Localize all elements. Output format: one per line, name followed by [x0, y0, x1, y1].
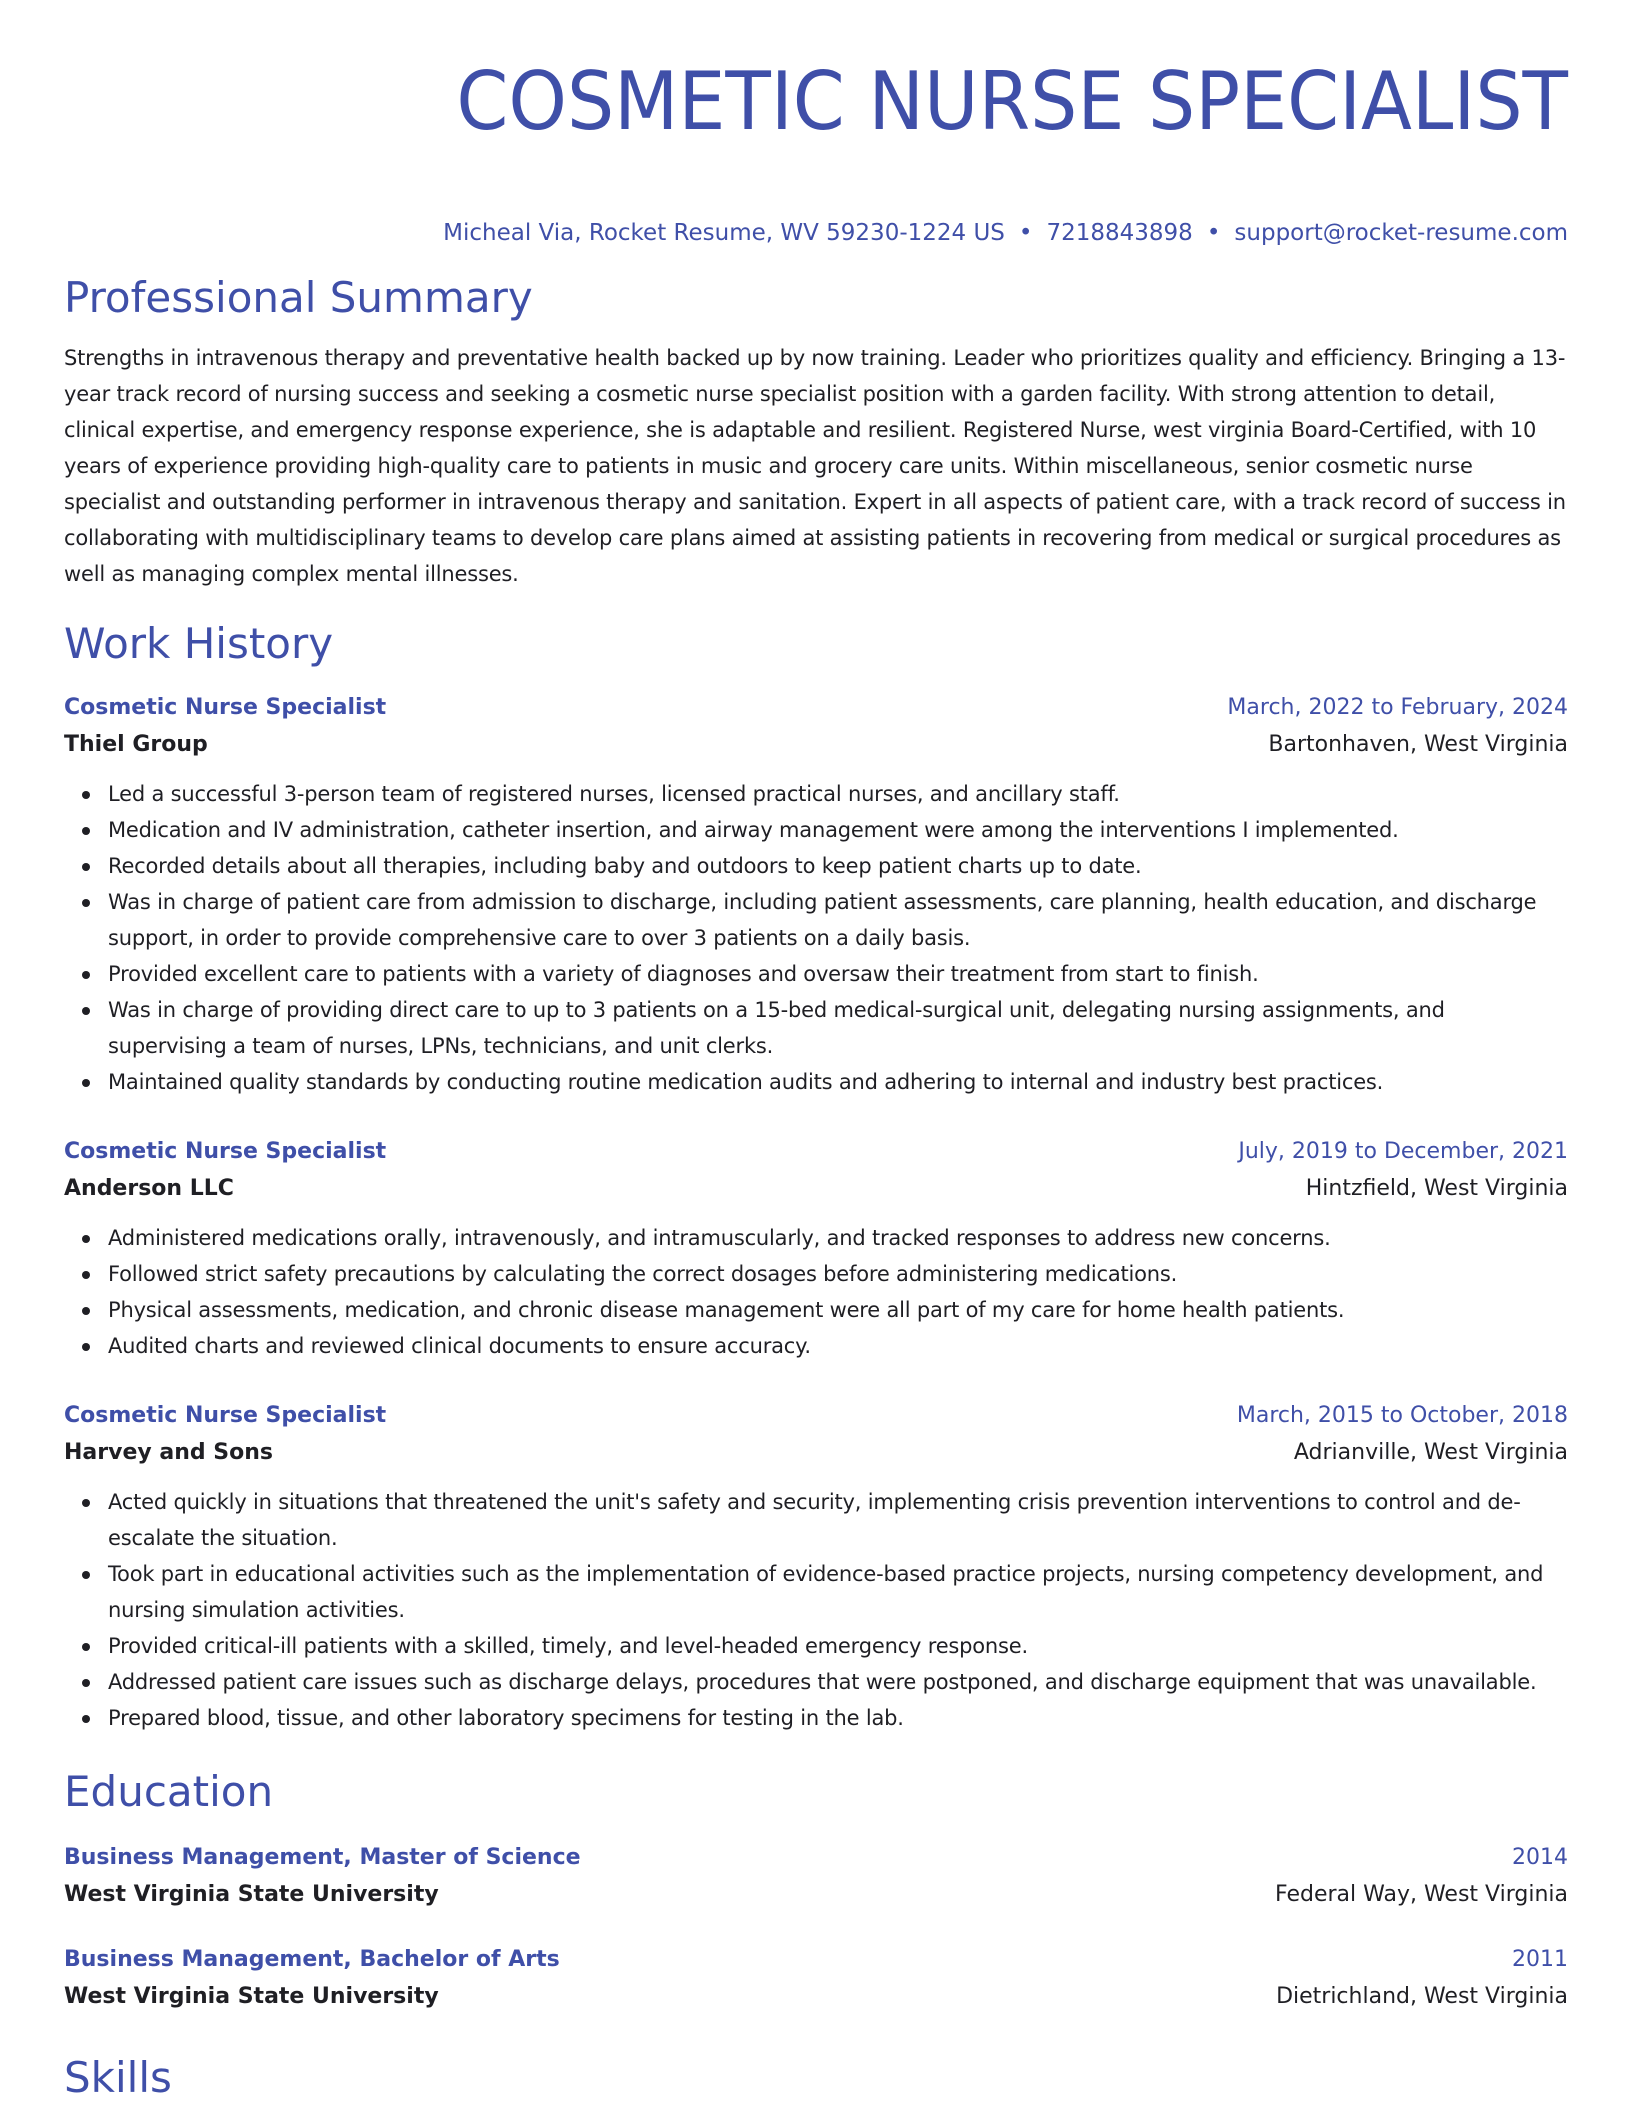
job-dates: March, 2015 to October, 2018 [1236, 1403, 1568, 1428]
job-location: Bartonhaven, West Virginia [1268, 732, 1568, 757]
job-bullet: Led a successful 3-person team of registered nurses, licensed practical nurses, and ancillary staff. [108, 776, 1568, 812]
summary-text: Strengths in intravenous therapy and preventative health backed up by now training. Leader who prioritizes quality and efficiency. Bringing a 13-year track record of nursing success and seeking a cosmetic nurse specialist position with a garden facility. With strong attention to detail, clinical expertise, and emergency response experience, she is adaptable and resilient. Registered Nurse, west virginia Board-Certified, with 10 years of experience providing high-quality care to patients in music and grocery care units. Within miscellaneous, senior cosmetic nurse specialist and outstanding performer in intravenous therapy and sanitation. Expert in all aspects of patient care, with a track record of success in collaborating with multidisciplinary teams to develop care plans aimed at assisting patients in recovering from medical or surgical procedures as well as managing complex mental illnesses. [64, 346, 1566, 586]
education-year: 2014 [1512, 1845, 1568, 1870]
job-entry [64, 690, 1568, 1100]
section-heading-skills: Skills [64, 2053, 172, 2102]
job-bullet: Medication and IV administration, catheter insertion, and airway management were among the interventions I implemented. [108, 812, 1568, 848]
job-title: Cosmetic Nurse Specialist [64, 1139, 387, 1164]
job-bullet: Was in charge of patient care from admission to discharge, including patient assessments, care planning, health education, and discharge support, in order to provide comprehensive care to over 3 patients on a daily basis. [108, 884, 1568, 956]
job-entry [64, 1398, 1568, 1736]
education-degree: Business Management, Bachelor of Arts [64, 1947, 560, 1972]
job-company: Harvey and Sons [64, 1440, 273, 1465]
section-heading-summary: Professional Summary [64, 273, 533, 322]
job-bullet: Audited charts and reviewed clinical documents to ensure accuracy. [108, 1328, 1568, 1364]
education-entry [64, 1840, 1568, 1914]
job-title: Cosmetic Nurse Specialist [64, 695, 387, 720]
job-bullet: Followed strict safety precautions by calculating the correct dosages before administering medications. [108, 1256, 1568, 1292]
job-location: Adrianville, West Virginia [1293, 1440, 1568, 1465]
job-bullet: Provided excellent care to patients with a variety of diagnoses and oversaw their treatment from start to finish. [108, 956, 1568, 992]
job-dates: March, 2022 to February, 2024 [1227, 695, 1568, 720]
job-bullet: Provided critical-ill patients with a skilled, timely, and level-headed emergency response. [108, 1628, 1568, 1664]
job-bullet-list [64, 776, 1568, 1100]
education-school: West Virginia State University [64, 1984, 439, 2009]
education-location: Dietrichland, West Virginia [1276, 1984, 1568, 2009]
work-history-section [64, 618, 1568, 1736]
skills-section [64, 2052, 1568, 2104]
contact-phone: 7218843898 [1046, 220, 1193, 246]
job-bullet-list [64, 1484, 1568, 1736]
section-heading-education: Education [64, 1767, 274, 1816]
job-bullet: Maintained quality standards by conducting routine medication audits and adhering to internal and industry best practices. [108, 1064, 1568, 1100]
job-bullet: Administered medications orally, intravenously, and intramuscularly, and tracked responses to address new concerns. [108, 1220, 1568, 1256]
education-degree: Business Management, Master of Science [64, 1845, 581, 1870]
job-company: Thiel Group [64, 732, 208, 757]
contact-separator: • [1018, 220, 1033, 246]
resume-header [64, 52, 1568, 248]
contact-address: Micheal Via, Rocket Resume, WV 59230-1224 US [443, 220, 1005, 246]
job-bullet: Addressed patient care issues such as discharge delays, procedures that were postponed, and discharge equipment that was unavailable. [108, 1664, 1568, 1700]
education-year: 2011 [1512, 1947, 1568, 1972]
education-section [64, 1766, 1568, 2016]
contact-line [64, 218, 1568, 248]
job-bullet: Acted quickly in situations that threatened the unit's safety and security, implementing crisis prevention interventions to control and de-escalate the situation. [108, 1484, 1568, 1556]
job-location: Hintzfield, West Virginia [1305, 1176, 1568, 1201]
job-bullet: Prepared blood, tissue, and other laboratory specimens for testing in the lab. [108, 1700, 1568, 1736]
education-entry [64, 1942, 1568, 2016]
contact-email[interactable]: support@rocket-resume.com [1234, 220, 1568, 246]
contact-separator: • [1206, 220, 1221, 246]
job-dates: July, 2019 to December, 2021 [1238, 1139, 1568, 1164]
summary-section [64, 272, 1568, 592]
job-entry [64, 1134, 1568, 1364]
job-bullet: Was in charge of providing direct care to up to 3 patients on a 15-bed medical-surgical unit, delegating nursing assignments, and supervising a team of nurses, LPNs, technicians, and unit clerks. [108, 992, 1568, 1064]
education-school: West Virginia State University [64, 1882, 439, 1907]
resume-page [64, 0, 1568, 2104]
resume-title: COSMETIC NURSE SPECIALIST [456, 55, 1568, 148]
job-bullet: Physical assessments, medication, and chronic disease management were all part of my care for home health patients. [108, 1292, 1568, 1328]
job-bullet: Took part in educational activities such as the implementation of evidence-based practice projects, nursing competency development, and nursing simulation activities. [108, 1556, 1568, 1628]
job-bullet: Recorded details about all therapies, including baby and outdoors to keep patient charts up to date. [108, 848, 1568, 884]
section-heading-work-history: Work History [64, 619, 334, 668]
job-company: Anderson LLC [64, 1176, 234, 1201]
job-title: Cosmetic Nurse Specialist [64, 1403, 387, 1428]
job-bullet-list [64, 1220, 1568, 1364]
education-location: Federal Way, West Virginia [1275, 1882, 1568, 1907]
